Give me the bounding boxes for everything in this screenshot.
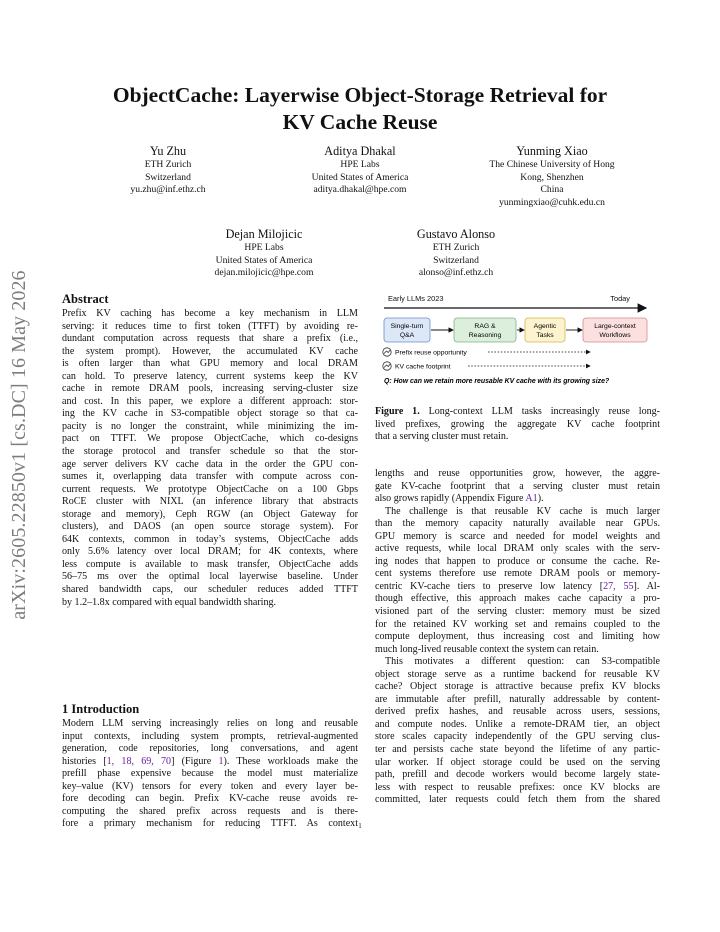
author-email: alonso@inf.ethz.ch (418, 267, 494, 279)
text-line: fore a primary mechanism for reducing TTFT. As context (62, 818, 358, 830)
text-line: than the memory capacity naturally available near GPUs. (375, 518, 660, 530)
author-name: Aditya Dhakal (324, 144, 396, 158)
text-line: RoCE cluster with NIXL (an inference library that abstracts (62, 496, 358, 508)
caption-label: Figure 1. (375, 406, 420, 417)
text-line: The challenge is that reusable KV cache is much larger (385, 505, 660, 517)
author-email: yunmingxiao@cuhk.edu.cn (499, 196, 605, 208)
stage-box-agentic (525, 318, 565, 342)
text-line: ter and persists cache state beyond the lifetime of any partic- (375, 744, 660, 756)
text-span: ). These workloads make the (223, 755, 359, 767)
author-country: China (540, 184, 564, 196)
stage-box-label: Workflows (599, 332, 631, 339)
introduction-body (62, 718, 358, 831)
text-line: lengths and reuse opportunities grow, however, the aggre- (375, 468, 660, 479)
author-email: dejan.milojicic@hpe.com (214, 267, 314, 279)
trend-icon (383, 348, 391, 356)
stage-box-label: Large-context (594, 323, 636, 330)
text-line: ular worker. If object storage could be used on the serving (375, 756, 660, 768)
timeline-start-label: Early LLMs 2023 (388, 294, 444, 303)
text-line: key–value (KV) tensors for every token and every layer be- (62, 780, 358, 792)
text-line: ing nodes that happen to produce or consume the cache. Re- (375, 555, 660, 567)
stage-box-label: Reasoning (468, 332, 502, 339)
caption-text: lived prefixes, growing the aggregate KV cache footprint (375, 418, 660, 430)
text-line: serving: it reduces time to first token (TTFT) by avoiding re- (62, 320, 358, 332)
text-line: store scales capacity independently of the GPU serving clus- (375, 731, 660, 743)
text-line: pact on TTFT. We propose ObjectCache, which co-designs (62, 433, 358, 445)
text-line: This motivates a different question: can S3-compatible (385, 656, 660, 668)
stage-box-single-turn (384, 318, 430, 342)
text-line: age server delivers KV cache data in the order the GPU con- (62, 458, 358, 470)
text-line: 56–75 ms over the optimal local layerwise baseline. Under (62, 571, 358, 583)
author-name: Dejan Milojicic (225, 227, 303, 241)
text-line (375, 493, 660, 506)
text-line: only 5.6% latency over local DRAM; for 4K contexts, where (62, 546, 358, 558)
text-line: Prefix KV caching has become a key mechanism in LLM (62, 308, 358, 319)
text-line: and compute nodes. Unlike a remote-DRAM tier, an object (375, 718, 660, 730)
text-line (375, 581, 660, 594)
legend-label: Prefix reuse opportunity (395, 349, 467, 357)
author-email: yu.zhu@inf.ethz.ch (130, 184, 206, 196)
text-line: fore decoding can begin. Prefix KV-cache reuse avoids re- (62, 793, 358, 805)
author-block (164, 227, 364, 280)
text-line: by 1.2–1.8x compared with equal bandwidth sharing. (62, 596, 277, 608)
text-line: the storage protocol and transfer schedule so that the stor- (62, 446, 358, 458)
text-line: can hold. To preserve latency, current systems keep the KV (62, 370, 358, 382)
author-name: Yu Zhu (149, 144, 187, 158)
text-line: for the retained KV working set and remains coupled to the (375, 618, 660, 630)
text-line: less compute is available to mask transfer, ObjectCache adds (62, 558, 358, 570)
author-country: United States of America (311, 171, 409, 183)
text-line: compute deployment, thus increasing cost and limiting how (375, 631, 660, 643)
author-name: Yunming Xiao (516, 144, 588, 158)
author-affiliation: ETH Zurich (144, 159, 192, 170)
author-block (356, 227, 556, 280)
right-column-body (375, 468, 660, 807)
text-line: prefill phase expensive because the model must materialize (62, 768, 358, 780)
text-line: dundant computation across requests that share a prefix (i.e., (62, 333, 358, 345)
text-line: visioned part of the serving cluster: memory must be sized (375, 606, 660, 618)
text-line: though effective, this approach makes cache capacity a pro- (375, 593, 660, 605)
paper-title (40, 82, 680, 136)
arxiv-stamp: arXiv:2605.22850v1 [cs.DC] 16 May 2026 (8, 270, 30, 620)
text-line: derived prefix hashes, and reusable across users, sessions, (375, 706, 660, 718)
text-line: is often larger than what GPU memory and local DRAM (62, 358, 358, 370)
text-line: and cost. In this paper, we explore a different approach: stor- (62, 395, 358, 407)
citation-link[interactable]: 27, 55 (603, 580, 634, 592)
author-affiliation: ETH Zurich (432, 242, 480, 253)
text-line: input contexts, including system prompts, retrieval-augmented (62, 730, 358, 742)
text-span: also grows rapidly (Appendix Figure (375, 493, 526, 505)
author-country: Switzerland (433, 254, 479, 266)
text-span: ). (537, 493, 544, 505)
text-line (62, 756, 358, 769)
text-line: gate KV-cache footprint that a serving cluster must retain (375, 480, 660, 492)
text-line: current requests. We prototype ObjectCache on a 100 Gbps (62, 483, 358, 495)
text-line: pacity is no longer the constraint, while minimizing the im- (62, 420, 358, 432)
text-line: computing the shared prefix across requests and is there- (62, 805, 358, 817)
trend-icon (383, 362, 391, 370)
text-line: Modern LLM serving increasingly relies on long and reusable (62, 718, 358, 729)
stage-box-label: Tasks (536, 332, 554, 339)
page-number: 1 (358, 822, 362, 830)
author-block (68, 144, 268, 197)
abstract-heading: Abstract (62, 292, 109, 306)
text-line: generation, code repositories, long conversations, and agent (62, 743, 358, 755)
author-country: United States of America (215, 254, 313, 266)
author-affiliation-cont: Kong, Shenzhen (520, 171, 584, 183)
text-line: cache? Object storage is attractive because prefix KV blocks (375, 681, 660, 693)
text-line: are immutable after prefill, naturally addressable by content- (375, 693, 660, 705)
legend-label: KV cache footprint (395, 363, 451, 371)
text-line: shared bandwidth caps, our scheduler reduces added TTFT (62, 584, 358, 596)
text-line: less with respect to reusable prefixes: once KV blocks are (375, 781, 660, 793)
title-line-2: KV Cache Reuse (282, 110, 438, 134)
title-line-1: ObjectCache: Layerwise Object-Storage Retrieval for (112, 83, 608, 107)
figure-question: Q: How can we retain more reusable KV cache with its growing size? (384, 378, 610, 385)
timeline-end-label: Today (610, 294, 630, 303)
stage-box-label: Q&A (399, 332, 415, 339)
caption-text: that a serving cluster must retain. (375, 431, 509, 443)
text-line: path, prefill and decode workers would become largely state- (375, 769, 660, 781)
author-country: Switzerland (145, 171, 191, 183)
author-affiliation: The Chinese University of Hong (489, 159, 615, 170)
stage-box-label: Single-turn (390, 323, 424, 330)
abstract-body (62, 308, 358, 609)
text-line: cache in remote DRAM pools, increasing serving-cluster size (62, 383, 358, 395)
text-line: committed, later requests could fetch them from the shared (375, 794, 660, 806)
citation-link[interactable]: 1 (218, 755, 224, 767)
author-email: aditya.dhakal@hpe.com (313, 184, 407, 196)
author-block (452, 144, 652, 209)
text-line: cent systems therefore use remote DRAM pools or memory- (375, 568, 660, 580)
stage-box-rag (454, 318, 516, 342)
section-heading-introduction: 1 Introduction (62, 702, 140, 716)
text-line: sumes it, overlapping data transfer with compute across con- (62, 471, 358, 483)
stage-box-label: Agentic (533, 323, 557, 330)
text-line: clusters), and DAOS (an open source storage system). For (62, 521, 358, 533)
text-line: ing the KV cache in S3-compatible object storage so that ca- (62, 408, 358, 420)
text-line: much long-lived reusable context the system can retain. (375, 643, 599, 655)
author-block (260, 144, 460, 197)
caption-text: Long-context LLM tasks increasingly reuse long- (419, 406, 660, 417)
citation-link[interactable]: 1, 18, 69, 70 (106, 755, 172, 767)
figure-1-diagram (376, 288, 660, 392)
author-affiliation: HPE Labs (340, 159, 380, 170)
text-line: object storage serve as a runtime backend for reusable KV (375, 668, 660, 680)
author-name: Gustavo Alonso (416, 227, 496, 241)
text-line: the system prompt). However, the accumulated KV cache (62, 345, 358, 357)
text-line: active requests, while local DRAM only scales with the serv- (375, 543, 660, 555)
text-line: storage and memory), Ceph RGW (an Object Gateway for (62, 508, 358, 520)
text-span: ] (Figure (171, 755, 219, 767)
text-span: ]. Al- (633, 580, 660, 592)
text-line: 64K contexts, common in today’s systems, ObjectCache adds (62, 533, 358, 545)
text-line: GPU memory is scarce and needed for model weights and (375, 530, 660, 542)
figure-1 (376, 288, 660, 392)
author-affiliation: HPE Labs (244, 242, 284, 253)
text-span: centric KV-cache tiers to preserve low latency [ (375, 580, 604, 592)
figure-1-caption (375, 406, 660, 444)
stage-box-large-context (583, 318, 647, 342)
legend-prefix-reuse (383, 348, 590, 357)
stage-box-label: RAG & (474, 323, 496, 330)
legend-kv-footprint (383, 362, 590, 371)
citation-link[interactable]: A1 (525, 493, 538, 505)
text-span: histories [ (62, 755, 107, 767)
